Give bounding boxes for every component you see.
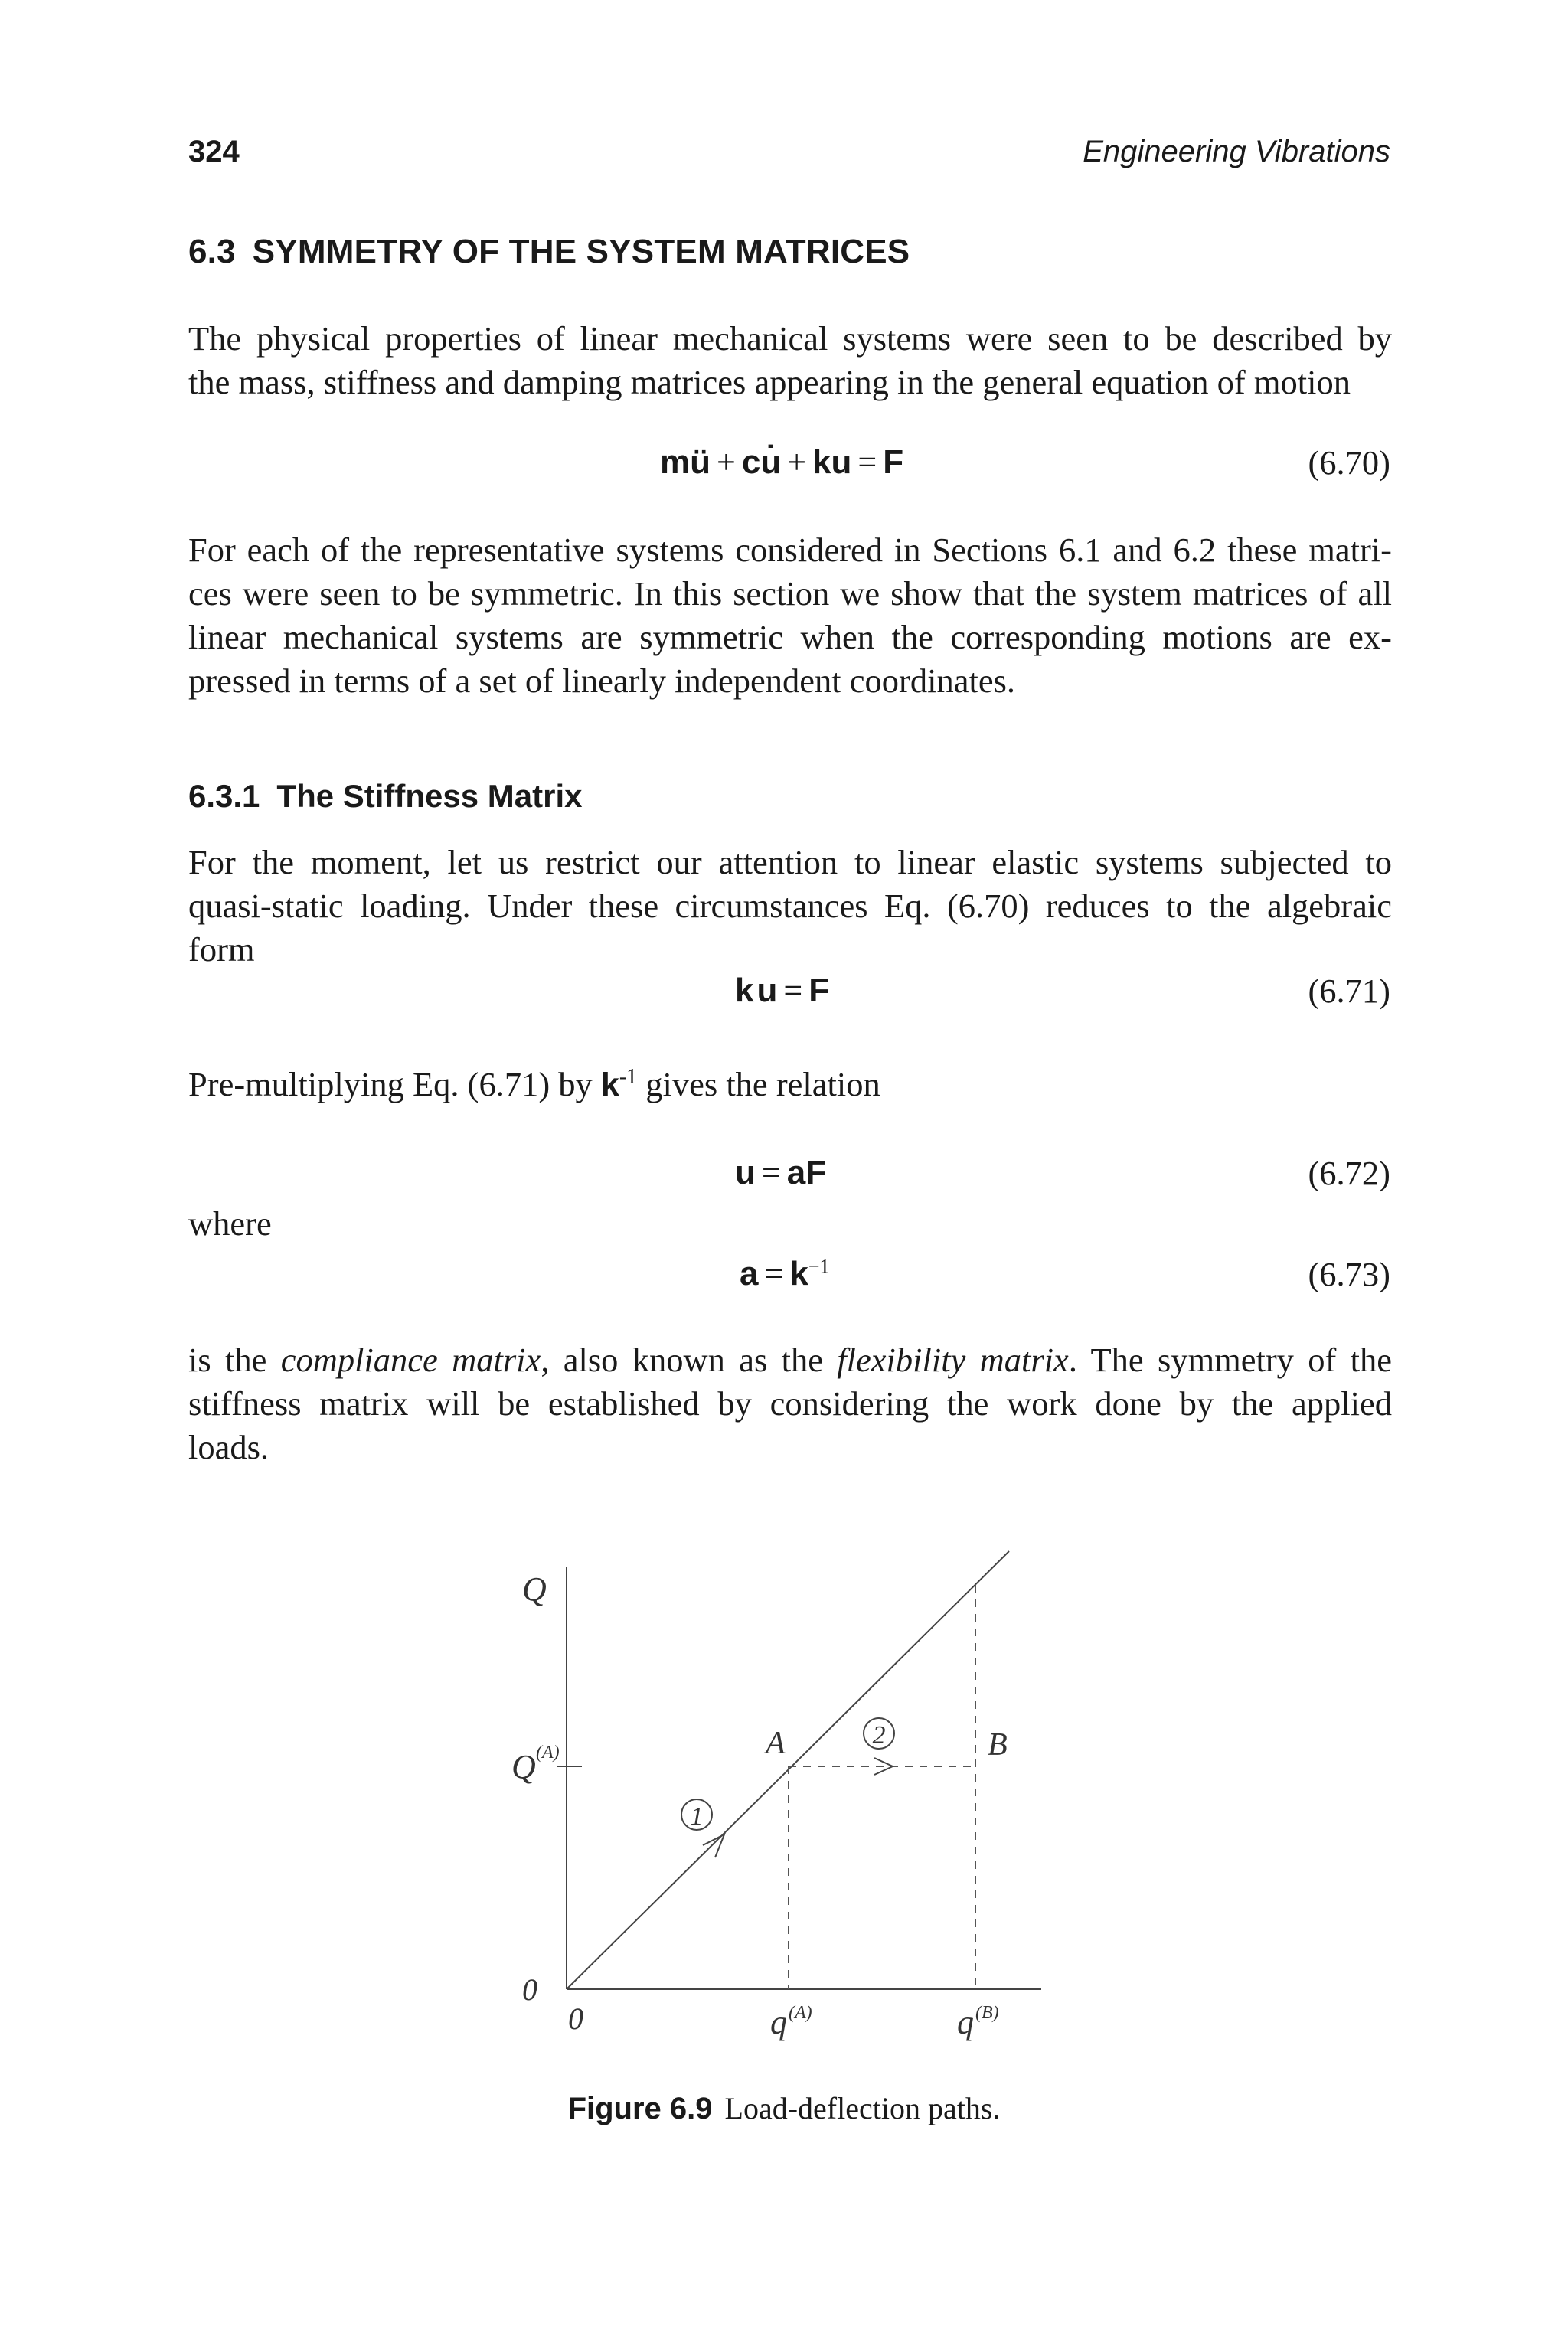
equation-number-6-73: (6.73) <box>1308 1255 1390 1293</box>
exponent: -1 <box>619 1065 638 1090</box>
where-label: where <box>188 1204 272 1243</box>
equation-6-72: u = aF <box>735 1154 827 1191</box>
text-line: For the moment, let us restrict our attention to linear elastic systems subjected to <box>188 843 1392 881</box>
text-line: ces were seen to be symmetric. In this section we show that the system matrices of all <box>188 574 1392 613</box>
subsection-title: The Stiffness Matrix <box>276 778 583 814</box>
symbol-k: k <box>600 1067 619 1103</box>
text-segment: Pre-multiplying Eq. (6.71) by <box>188 1065 601 1103</box>
path-1-arrow-icon <box>703 1834 724 1857</box>
figure-caption <box>0 2090 1568 2126</box>
equation-number-6-70: (6.70) <box>1308 443 1390 482</box>
text-line: The physical properties of linear mechanical systems were seen to be described by <box>188 319 1392 358</box>
x-origin-label: 0 <box>568 2001 583 2036</box>
y-axis-label: Q <box>522 1570 547 1608</box>
x-tick-b-label: q <box>957 2004 974 2041</box>
term-flexibility-matrix: flexibility matrix <box>837 1341 1069 1379</box>
text-segment: gives the relation <box>637 1065 880 1103</box>
page-number: 324 <box>188 135 240 168</box>
y-origin-label: 0 <box>522 1972 537 2007</box>
x-tick-b-sup: (B) <box>975 2003 999 2023</box>
text-line: is the compliance matrix, also known as the flexibility matrix. The symmetry of the <box>188 1341 1392 1379</box>
x-tick-a-label: q <box>770 2004 787 2041</box>
path-1-marker-label: 1 <box>690 1802 704 1831</box>
point-a-label: A <box>766 1726 786 1761</box>
y-tick-sup: (A) <box>536 1743 560 1763</box>
equation-6-71: ku = F <box>735 972 830 1009</box>
x-tick-a-sup: (A) <box>789 2003 812 2023</box>
figure-caption-label: Figure 6.9 <box>567 2092 713 2125</box>
text-line: the mass, stiffness and damping matrices appearing in the general equation of motion <box>188 363 1351 401</box>
text-line: form <box>188 930 255 969</box>
text-line: pressed in terms of a set of linearly independent coordinates. <box>188 662 1016 700</box>
text-line: quasi-static loading. Under these circumstances Eq. (6.70) reduces to the algebraic <box>188 887 1392 925</box>
text-line: For each of the representative systems considered in Sections 6.1 and 6.2 these matri- <box>188 531 1392 569</box>
subsection-number: 6.3.1 <box>188 778 260 814</box>
section-number: 6.3 <box>188 233 236 270</box>
text-line: linear mechanical systems are symmetric when the corresponding motions are ex- <box>188 618 1392 656</box>
running-title: Engineering Vibrations <box>1083 135 1390 168</box>
text-line: stiffness matrix will be established by considering the work done by the applied <box>188 1384 1392 1423</box>
y-tick-label: Q <box>511 1748 536 1785</box>
term-compliance-matrix: compliance matrix <box>280 1341 541 1379</box>
path-2-marker-label: 2 <box>872 1721 886 1750</box>
text-line: loads. <box>188 1428 270 1466</box>
figure-caption-text: Load-deflection paths. <box>724 2091 1001 2125</box>
section-title: SYMMETRY OF THE SYSTEM MATRICES <box>252 233 910 270</box>
equation-6-73: $a = k^{-1}$ <box>740 1255 830 1292</box>
equation-6-70: mü + cu̇ + ku = F <box>660 443 904 481</box>
point-b-label: B <box>988 1727 1008 1763</box>
equation-number-6-72: (6.72) <box>1308 1154 1390 1192</box>
equation-number-6-71: (6.71) <box>1308 972 1390 1010</box>
